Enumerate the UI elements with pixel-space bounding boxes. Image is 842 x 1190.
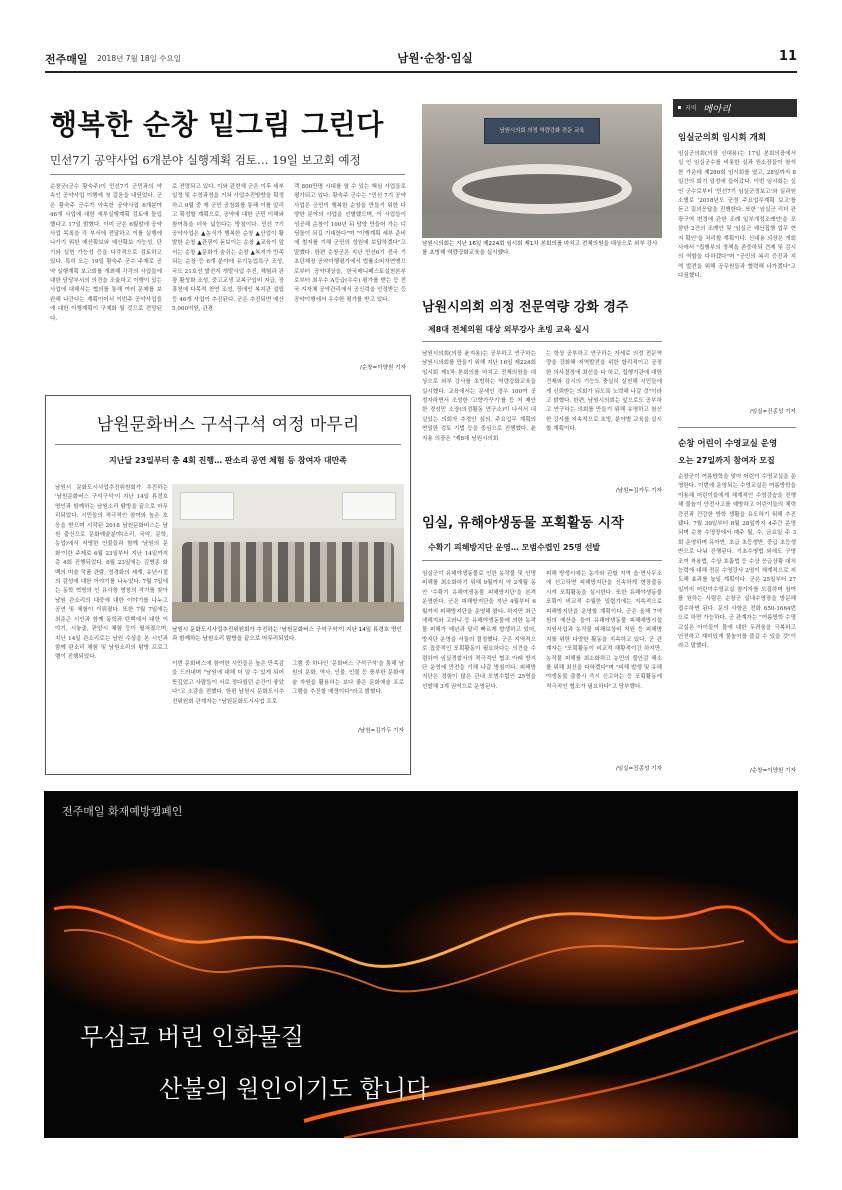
culture-bus-photo <box>172 484 404 622</box>
page-number: 11 <box>778 49 797 64</box>
sidebar-tag-dot <box>678 106 681 109</box>
article3-col1: 남원시 문화도시사업추진위원회가 추진하는 '남원문화버스 구석구석'이 지난 14일 류경호 명인과 함께하는 남원소리 탐방을 끝으로 마무리되었다. 시민들의 적극적인 참여와 높은 호응을 받으며 시작된 2018 남원문화버스는 남원 출신으로 문화예술분야(소리, 국악, 문학, 농업)에서 저명한 인물들과 함께 '남원의 문화'이란 주제로 6월 23일부터 지난 14일까지 총 4회 진행되었다. 6월 23일에는 김병종 화백의 미술 작품 관람, 정경화의 세계, 유년시절의 감성에 대한 이야기를 나누었다. 7월 7일에는 동학 혁명의 인 유사창 명창의 작가를 찾아 남원 관소리의 대중에 대한 이야기를 나누고 공연 및 체험이 이뤄졌다. 또한 7월 7일에는 최준곤 시인과 함께 동학과 탄백에서 대한 이야기, 시놓춤, 판양시 체험 등이 펼쳐졌으며, 지난 14일 관소리로는 남원 수상을 본 시인과 함께 판소리 체험 및 남원소리의 탐방 프로그램이 진행되었다. <box>55 485 168 661</box>
article2-credit: /남원=김가두 기자 <box>615 488 662 494</box>
masthead <box>45 48 797 70</box>
article3-credit: /남원=김가두 기자 <box>357 728 404 734</box>
audience-group <box>182 542 394 608</box>
article3-col3: 그램 중 하나인 '문화버스 구석구석'을 통해 남원의 문화, 역사, 인물, 인물 등 풍부한 문화예술 자원을 활용하는 보다 좋은 문화예술 프로그램을 추진할 예정이다"라고 밝혔다. <box>292 661 404 696</box>
culture-bus-caption: 남원시 문화도시사업추진위원회가 추진하는 '남원문화버스 구석구석'이 지난 14일 류경호 명인과 함께하는 남원소리 탐방을 끝으로 마무리되었다. <box>172 627 402 642</box>
article1-col2: 로 전망되고 있다. 이와 관련해 군은 이후 세부일정 및 수정과정을 거쳐 사업추진방향을 확정하고 9월 중 제 군민 공청회를 통해 이를 알리고 확정할 계획으로, 공약에 대한 군민 이해와 참여폭을 더욱 넓힌다는 방침이다. 민선 7기 공약사업은 ▲농식가 행복한 순창 ▲산업이 활발한 순창 ▲관광이 돋보이는 순창 ▲교육이 앞서는 순창 ▲문화가 숨쉬는 순창 ▲복지가 만족되는 순창 등 6개 분야에 유기농업특구 조성, 국도 21호선 발전지 개발사업 추진, 체험과 관광 활성화 조성, 중고교생 교복구입비 지급, 장흥천에 다목적 천연 조성, 장애인 복지관 설립 등 46개 사업이 추진된다. 군은 추진되면 예산 5,000억원, 관광 <box>172 184 284 313</box>
council-photo <box>422 104 662 238</box>
council-banner-text: 남원시의회 의정 역량강화 전문 교육 <box>499 128 585 134</box>
sidebar-divider <box>678 427 796 428</box>
hall-floor <box>172 602 404 622</box>
sidebar-item2-credit: /순창=이양원 기자 <box>749 768 796 774</box>
article3-rule <box>55 444 401 445</box>
article1-headline: 행복한 순창 밑그림 그린다 <box>50 108 384 141</box>
sidebar-item2-title: 순창 어린이 수영교실 운영 <box>678 439 778 449</box>
fire-ad-line1: 무심코 버린 인화물질 <box>80 1023 304 1051</box>
fire-ad-label: 전주매일 화재예방캠페인 <box>62 805 183 818</box>
article2-headline: 남원시의회 의정 전문역량 강화 경주 <box>422 300 629 315</box>
article3-col3-wrap <box>292 660 404 770</box>
article2-rule <box>422 341 662 342</box>
article3-subhead: 지난달 23일부터 총 4회 진행… 판소리 공연 체험 등 참여자 대만족 <box>108 456 348 465</box>
sidebar-tag <box>673 99 797 117</box>
sidebar-item2 <box>678 473 796 779</box>
article3-col2: 이번 문화버스에 참여한 시민들은 높은 만족감을 드러내며 "남원에 대해 더 알 수 있게 되어 뜻깊었고 사람들이 서로 정다웠던 순간이 좋았다"고 소감을 전했다. 한편 남원시 문화도시추진위원회 관계자는 "남원문화도시사업 프로 <box>172 661 284 705</box>
article1-credit: /순창=이양원 기자 <box>359 365 406 371</box>
article1-col3: 객 800만명 시대를 열 수 있는 핵심 사업들로 평가되고 있다. 황숙주 군수는 "민선 7기 공약사업은 군민이 행복한 순창을 만들기 위한 다양한 분야의 사업을 선별했으며, 이 사업들이 성공해 순창이 100년 뒤 담양 만들어 가는 디딤돌이 되길 기대한다"며 "이행계획 세부 준비에 철저를 기해 군민의 성원에 보답하겠다"고 말했다. 한편 순창군은 지난 민선6기 전국 기초단체장 공약이행평가에서 법률소비자연맹으로부터 공약대상을, 한국매니페스토실천본부로부터 최우수 A등급(우수) 평가를 받는 등 전국 지자체 공약관리에서 공신력을 인정받는 등 공약이행에서 우수한 평가를 받고 있다. <box>294 184 406 303</box>
council-caption: 남원시의회는 지난 16일 제224회 임시회 제1차 본회의를 마치고 전체의원을 대상으로 외부 강사를 초빙해 역량강화교육을 실시했다. <box>422 241 658 256</box>
article3-headline: 남원문화버스 구석구석 여정 마무리 <box>96 415 360 435</box>
article4-col2: 피해 방생시에는 농가와 관할 지역 읍·면사무소에 신고하면 피해방지단을 신속하게 현장출동 시켜 포획활동을 실시한다. 또한 유해야생동물 포획이 비교적 수월한 밀렵기에는 지속적으로 피해방지단을 운영할 계획이다. 군은 올해 7억원의 예산을 들여 유해야생동물 피해예방시설 지원사업과 농작물 피해보상비 지원 등 피해방지를 위한 다양한 활동을 지속하고 있다. 군 관계자는 "포획활동이 비교적 해황적이긴 하지만, 농작물 피해를 최소화하고 농민의 불안감 해소를 위해 최선을 다하겠다"며 "피해 발생 및 유해야생동물 출몰시 즉시 신고하는 등 포획활동에 적극적인 협조가 필요하다"고 당부했다. <box>546 571 662 690</box>
sidebar-item1-credit: /임실=진종성 기자 <box>749 409 796 415</box>
issue-date: 2018년 7월 18일 수요일 <box>97 54 182 63</box>
fire-ad <box>44 791 798 1138</box>
article4-col2-wrap <box>546 570 662 778</box>
article2-subhead: 제8대 전체의원 대상 외부강사 초빙 교육 실시 <box>428 325 590 334</box>
article4-col1: 임실군이 유해야생동물로 인한 농작물 및 인명 피해를 최소화하기 위해 9월까지 약 2개월 동안 '수확기 유해야생동물 피해방지단'을 본격 운영한다. 군은 피해방지단을 지난 4월부터 6월까지 피해방지단을 운영해 왔다. 하지만 최근 애해지와 고라니 등 유해야생동물에 의한 농작물 피해가 예년과 달리 빠르게 발생하고 있어, 방지단 운영을 서둘러 결정했다. 군은 지역적으로 집중적인 포획활동이 필요하다는 의견을 수렴하여 임실경찰서의 적극적인 협조 아래 방지단 운영에 만전을 기해 나갈 방침이다. 피해방지단은 경험이 많은 관내 모범수렵인 25명을 선발해 3개 권역으로 운영된다. <box>422 571 536 690</box>
article1-col3-wrap <box>294 183 406 375</box>
paper-name: 전주매일 <box>45 53 88 66</box>
article1-col1: 순창군(군수 황숙주)이 민선7기 군민과의 약속인 공약사업 이행에 첫 걸음을 내딛었다. 군은 황숙주 군수가 약속한 공약사업 6개분야 46개 사업에 대한 세부실행계획 검토에 돌입했다고 17일 밝혔다. 이미 군은 6월말에 공약사업 목록을 각 부서에 전달하고 이를 실행에 나가기 위한 예산확보와 예산확보 가능성, 단기와 실현 가능성 등을 다각적으로 검토하고 있다. 특히 오는 19일 황숙주 군수 주재로 공약 실행계획 보고회를 개최해 각각의 사업들에 대한 담당부서의 의견을 조율하고 이행이 있는 사업에 대해서는 협의를 통해 여러 문제를 보완해 나간다는 계획이어서 이번주 공약사업들에 대한 이행계획이 구체화 될 것으로 전망된다. <box>50 184 162 322</box>
sidebar-tag-label: 지역 <box>685 105 697 112</box>
article2-col2: 는 항상 공부하고 연구하는 자세로 의정 전문역량을 강화해 지역발전을 위한 합리적이고 공정한 의사결정에 최선을 다 하고, 집행기관에 대한 견제와 감시의 기능도 충실히 실천해 시민들에게 신뢰받는 의회가 되도록 노력해 나갈 것"이라고 밝혔다. 한편, 남원시의회는 앞으로도 공부하고 연구하는 의회를 만들기 위해 유명하고 참신한 강사를 지속적으로 초빙, 분야별 교육을 실시할 계획이다. <box>546 351 662 433</box>
article2-col2-wrap <box>546 350 662 500</box>
sidebar-item2-body: 순창군이 여름방학을 맞아 어린이 수영교실을 운영한다. 이번에 운영되는 수영교실은 여름방학을 이용해 어린이들에게 체계적인 수영강습을 진행해 물놀이 안전사고를 예방하고 어린이들의 체력증진과 건강한 방학 생활을 유도하기 위해 추진됐다. 7월 30일부터 8월 28일까지 4주간 운영되며 순창 수영장에서 매주 월, 수, 금요일 주 3회 운영하며 유아반, 초급 초등생반, 중급 초등생반으로 나눠 진행된다. 기초수영법 외에도 구명조끼 착용법, 수상 호흡법 등 수상 응급상황 대처능력에 대해 전문 수영강사 2명이 체계적으로 지도해 효과를 높일 계획이다. 군은 25일부터 27일까지 어린이수영교실 참가자를 모집하며 참여를 원하는 사람은 순창군 실내수영장을 방문해 접수하면 된다. 문의 사항은 전화 650-1664번으로 하면 가능하다. 군 관계자는 "여름방학 수영교실은 아이들이 물에 대한 두려움을 극복하고 안전하고 재미있게 물놀이를 즐길 수 있을 것"이라고 말했다. <box>678 474 796 650</box>
article2-col1: 남원시의회(의장 윤지용)는 공부하고 연구하는 남원시의회를 만들기 위해 지난 16일 제224회 임시회 제1차 본회의를 마치고 전체의원을 대상으로 외부 강사를 초빙하는 역량강화교육을 실시했다. 교육에서는 문세인 경우 100여 곳 정자하면서 조성한 '고향가꾸기'를 등 저 제안한 경성민 소장(의정활동 연구소)이 나서서 내실있는 의회자 추경안 심의, 주요업무 계획의 면밀한 검토 기법 등을 중심으로 진행했다. 윤지용 의장은 "제8대 남원시의회 <box>422 351 536 442</box>
article1-rule <box>50 174 405 175</box>
hall-window <box>180 492 234 520</box>
sidebar-item1-title: 임실군의회 임시회 개회 <box>678 133 767 143</box>
article4-rule <box>422 560 662 561</box>
sidebar-item1-body: 임실군의회(의장 신대용)는 17일 본회의장에서 실 인 임실군수를 비롯한 실과 원소장들이 참석한 가운데 제280회 임시회를 열고, 28일까지 8일간의 회기 일정에 들어갔다. 이번 임시회는 실 인 군수로부터 '민선7기 임실군정보고'와 실과원소별로 '2018년도 군정 주요업무계획 보고'를 듣고 질의응답을 진행한다. 또한 '임실군 리더 관광구역 변경에 관한 조례 일부개정조례안'을 포함한 2건의 조례안 및 '임실군 예산집행 업무 현지 확인'을 처리할 계획이다. 신대용 의장은 개회사에서 "집행부의 정책을 존중하되 견제 및 감시의 역할을 다하겠다"며 "군민의 복리 증진과 지역 발전을 위해 공무원들과 협력해 나가겠다"고 다짐했다. <box>678 151 796 280</box>
article4-headline: 임실, 유해야생동물 포획활동 시작 <box>422 515 624 531</box>
council-floor <box>422 214 662 238</box>
section-name: 남원·순창·임실 <box>397 51 473 65</box>
header-rule <box>45 71 797 73</box>
article4-subhead: 수확기 피해방지단 운영… 모범수렵인 25명 선발 <box>428 543 601 552</box>
hall-window-2 <box>342 492 396 520</box>
article4-credit: /임실=진종성 기자 <box>615 766 662 772</box>
council-table <box>452 164 632 214</box>
sidebar-tag-title: 메아리 <box>703 104 731 115</box>
fire-ad-line2: 산불의 원인이기도 합니다 <box>159 1075 430 1103</box>
sidebar-item2-sub: 오는 27일까지 참여자 모집 <box>678 456 775 465</box>
article1-subhead: 민선7기 공약사업 6개분야 실행계획 검토… 19일 보고회 예정 <box>50 153 361 167</box>
sidebar-item1 <box>678 150 796 420</box>
fire-glow-right <box>384 871 798 1011</box>
